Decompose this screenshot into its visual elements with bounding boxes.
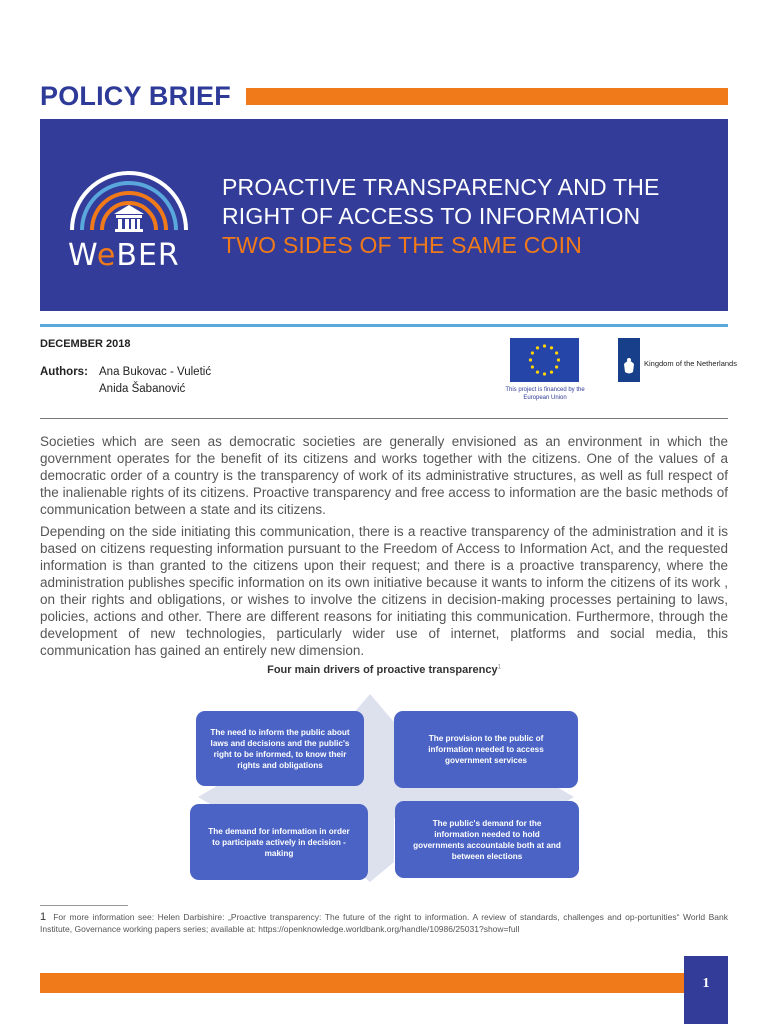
footnote-number: 1 [40,911,47,923]
driver-box: The provision to the public of information needed to access government services [394,711,578,788]
footnote-separator [40,905,128,906]
author-name: Anida Šabanović [99,383,186,395]
driver-box: The need to inform the public about laws and decisions and the public's right to be informed, to know their rights and obligations [196,711,364,786]
footnote [40,911,728,935]
banner-title-line-2: RIGHT OF ACCESS TO INFORMATION [222,203,641,229]
eu-funding-note: This project is financed by the European Union [505,387,585,401]
title-accent-bar [246,88,728,105]
footer-bar [40,973,728,993]
page-title: POLICY BRIEF [40,81,231,111]
netherlands-emblem-icon [618,338,640,382]
netherlands-label: Kingdom of the Netherlands [644,359,737,368]
author-name: Ana Bukovac - Vuletić [99,366,212,378]
body-paragraph: Societies which are seen as democratic societies are generally envisioned as an environment in which the government operates for the benefit of its citizens and works together with the citizens. One of the values of a democratic order of a country is the transparency of work of its administrative structures, as well as full respect of the inalienable rights of its citizens. Proactive transparency and free access to information are the basic methods of communication between a state and its citizens. [40,434,728,517]
banner-title-line-1: PROACTIVE TRANSPARENCY AND THE [222,174,660,200]
accent-divider [40,324,728,327]
driver-box: The demand for information in order to participate actively in decision - making [190,804,368,880]
footnote-reference[interactable]: 1 [497,664,501,671]
authors-label: Authors: [40,366,88,378]
eu-flag-icon [510,338,579,382]
logo-wordmark: WeBER [68,238,180,273]
driver-box: The public's demand for the information needed to hold governments accountable both at and between elections [395,801,579,878]
diagram-title: Four main drivers of proactive transparency$^1$ [267,664,501,676]
publication-date: DECEMBER 2018 [40,338,131,350]
section-divider [40,418,728,419]
body-paragraph: Depending on the side initiating this communication, there is a reactive transparency of the administration and it is based on citizens requesting information pursuant to the Freedom of Access to Information Act, and the requested information is than granted to the citizens upon their request; and there is a proactive transparency, where the administration publishes specific information on its own initiative because it wants to inform the citizens of its work , on their rights and obligations, or wishes to involve the citizens in decision-making processes pertaining to laws, policies, actions and other. There are different reasons for initiating this communication. Furthermore, through the development of new technologies, particularly wider use of internet, platforms and social media, this communication has gained an entirely new dimension. [40,524,728,658]
banner-subtitle: TWO SIDES OF THE SAME COIN [222,232,583,258]
footnote-text: For more information see: Helen Darbishire: „Proactive transparency: The future of the right to information. A review of standards, challenges and op-portunities“ World Bank Institute, Governance working papers series; available at: https://openknowledge.worldbank.org/handle/10986/25031?show=full [40,912,728,934]
page-number: 1 [702,976,710,991]
